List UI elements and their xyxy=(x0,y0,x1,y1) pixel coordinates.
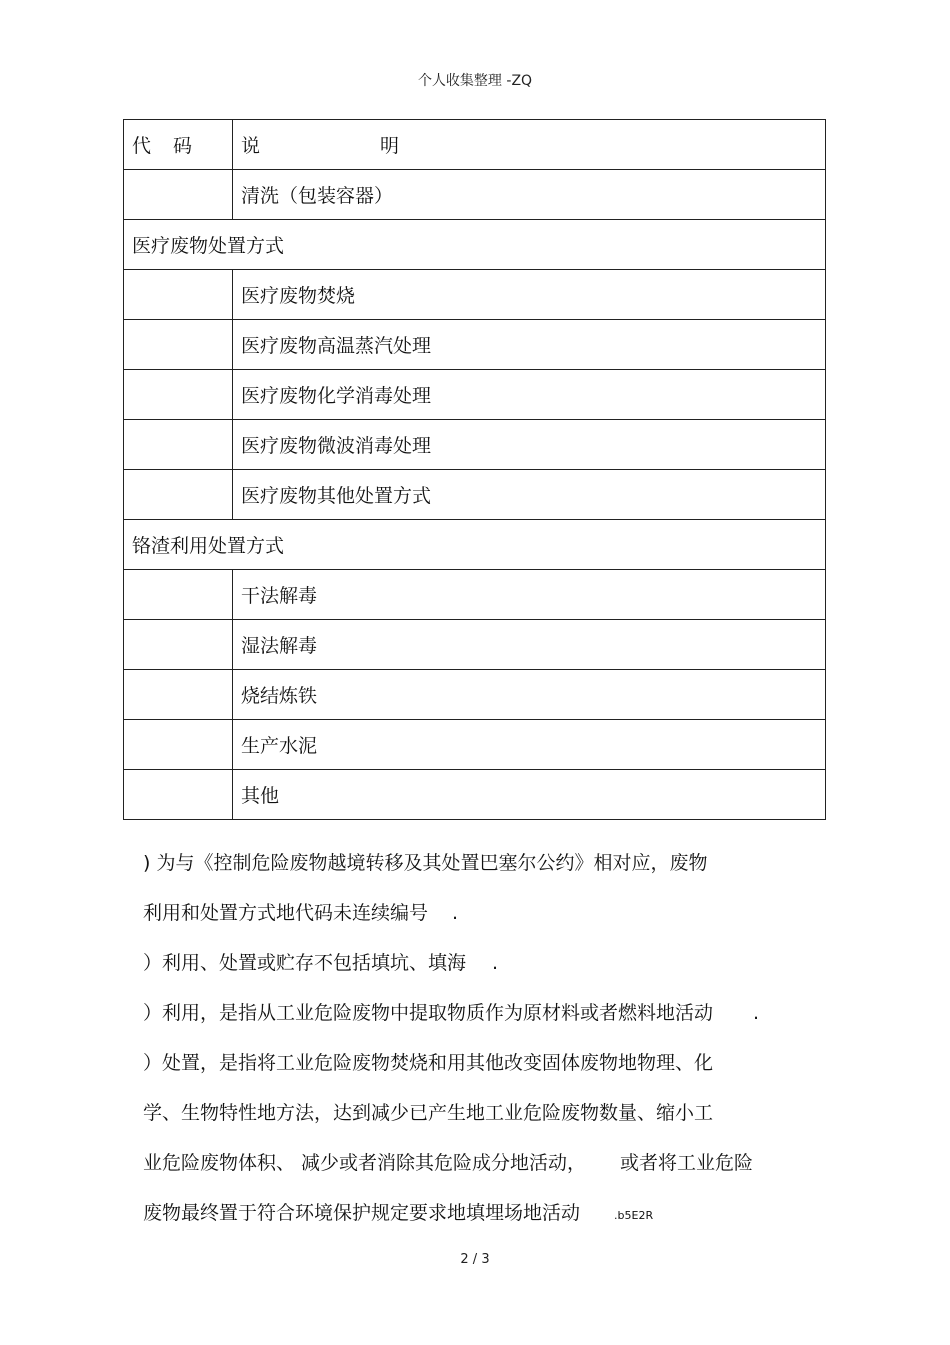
section-label: 医疗废物处置方式 xyxy=(124,220,826,270)
column-header-description: 说 明 xyxy=(233,120,826,170)
column-header-code: 代码 xyxy=(124,120,233,170)
description-cell: 医疗废物高温蒸汽处理 xyxy=(233,320,826,370)
description-cell: 干法解毒 xyxy=(233,570,826,620)
table-row xyxy=(124,370,826,420)
code-cell xyxy=(124,570,233,620)
table-row xyxy=(124,270,826,320)
table-row xyxy=(124,770,826,820)
page-number: 2 / 3 xyxy=(460,1252,490,1267)
waste-disposal-table xyxy=(123,119,826,820)
description-cell: 烧结炼铁 xyxy=(233,670,826,720)
table-row xyxy=(124,570,826,620)
table-row xyxy=(124,170,826,220)
description-cell: 湿法解毒 xyxy=(233,620,826,670)
table-row xyxy=(124,470,826,520)
note-line-8: 废物最终置于符合环境保护规定要求地填埋场地活动 .b5E2R xyxy=(143,1202,654,1224)
code-cell xyxy=(124,670,233,720)
code-cell xyxy=(124,770,233,820)
code-cell xyxy=(124,470,233,520)
section-row xyxy=(124,520,826,570)
table-row xyxy=(124,320,826,370)
note-line-2: 利用和处置方式地代码未连续编号 . xyxy=(143,902,459,924)
description-cell: 医疗废物其他处置方式 xyxy=(233,470,826,520)
section-label: 铬渣利用处置方式 xyxy=(124,520,826,570)
code-cell xyxy=(124,170,233,220)
section-row xyxy=(124,220,826,270)
table-row xyxy=(124,420,826,470)
table-header-row xyxy=(124,120,826,170)
description-cell: 其他 xyxy=(233,770,826,820)
code-cell xyxy=(124,320,233,370)
table-row xyxy=(124,670,826,720)
description-cell: 医疗废物微波消毒处理 xyxy=(233,420,826,470)
note-line-1: ) 为与《控制危险废物越境转移及其处置巴塞尔公约》相对应，废物 xyxy=(143,852,708,874)
description-cell: 医疗废物化学消毒处理 xyxy=(233,370,826,420)
footnotes xyxy=(143,838,823,1241)
code-cell xyxy=(124,420,233,470)
description-cell: 生产水泥 xyxy=(233,720,826,770)
code-cell xyxy=(124,370,233,420)
table-row xyxy=(124,720,826,770)
description-cell: 清洗（包装容器） xyxy=(233,170,826,220)
description-cell: 医疗废物焚烧 xyxy=(233,270,826,320)
note-line-7: 业危险废物体积、 减少或者消除其危险成分地活动， 或者将工业危险 xyxy=(143,1152,754,1174)
code-cell xyxy=(124,270,233,320)
table-row xyxy=(124,620,826,670)
note-line-6: 学、生物特性地方法，达到减少已产生地工业危险废物数量、缩小工 xyxy=(143,1102,714,1124)
note-line-3: ）利用、处置或贮存不包括填坑、填海 . xyxy=(143,952,499,974)
note-line-5: ）处置，是指将工业危险废物焚烧和用其他改变固体废物地物理、化 xyxy=(143,1052,714,1074)
code-cell xyxy=(124,720,233,770)
note-line-4: ）利用，是指从工业危险废物中提取物质作为原材料或者燃料地活动 . xyxy=(143,1002,760,1024)
code-cell xyxy=(124,620,233,670)
page-header: 个人收集整理 -ZQ xyxy=(417,73,533,89)
